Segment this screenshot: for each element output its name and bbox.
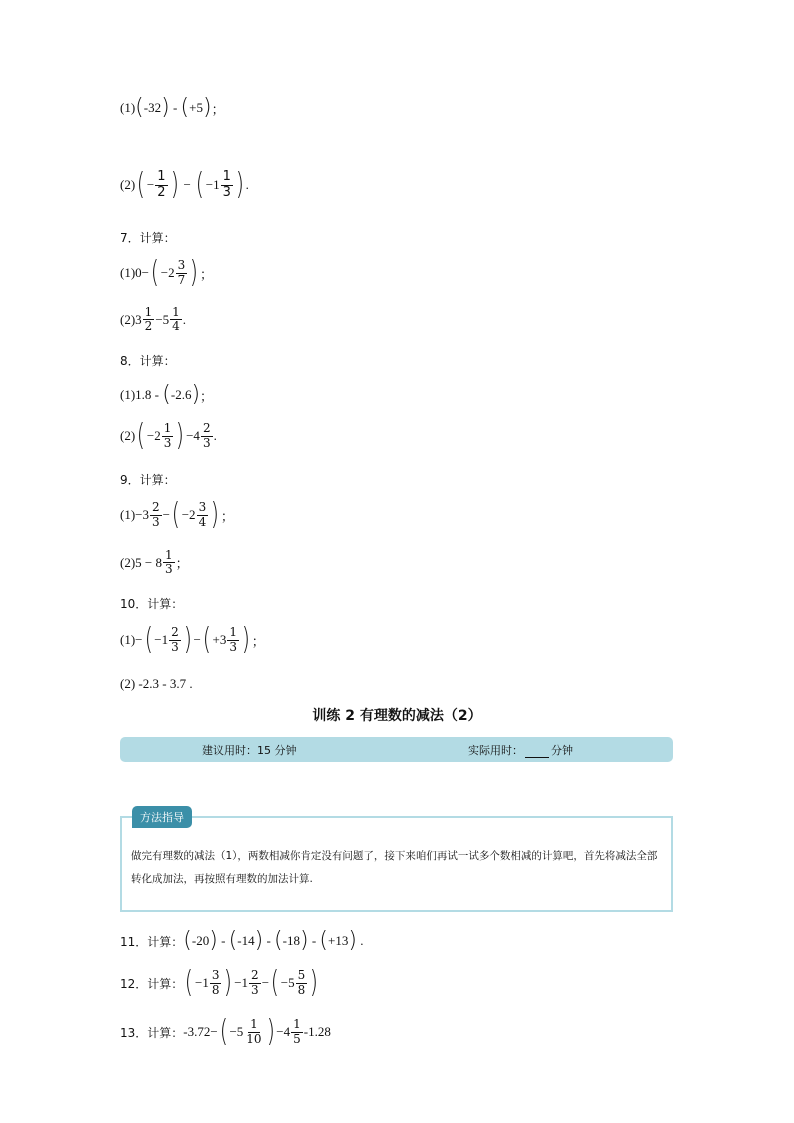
fraction: $\frac{3}{8}$ [211,968,220,997]
actual-time-blank [525,745,549,758]
fraction: $\frac{1}{10}$ [246,1017,262,1046]
problem-9-1: (1) −3 $\frac{2}{3}$ − ( −2 $\frac{3}{4}$ ) ； [120,497,234,532]
section-title: 训练 2 有理数的减法（2） [312,708,482,724]
fraction: $\frac{1}{3}$ [163,421,172,450]
problem-8-1: (1) 1.8 - ( -2.6 ) ； [120,382,214,407]
actual-time: 实际用时： 分钟 [468,744,573,757]
question-13: 13．计算： -3.72 − ( −5 $\frac{1}{10}$ ) −4 $\frac{1}{5}$ -1.28 [120,1014,331,1049]
fraction: $\frac{3}{4}$ [198,500,207,529]
problem-6-1: (1) ( -32 ) - ( +5 ) ； [120,95,225,120]
fraction: $\frac{2}{3}$ [171,625,179,654]
question-7-title: 7．计算： [120,231,176,245]
fraction: $\frac{1}{3}$ [165,548,173,577]
fraction: $\frac{2}{3}$ [251,968,259,997]
fraction: $\frac{1}{2}$ [144,305,153,334]
fraction: $\frac{2}{3}$ [202,421,211,450]
fraction: $\frac{2}{3}$ [152,500,160,529]
fraction: $\frac{3}{7}$ [177,258,186,287]
method-guide-text: 做完有理数的减法（1），两数相减你肯定没有问题了，接下来咱们再试一试多个数相减的计算吧，首先将减法全部转化成加法，再按照有理数的加法计算. [131,850,658,885]
problem-7-2: (2) 3 $\frac{1}{2}$ −5 $\frac{1}{4}$ . [120,305,187,334]
problem-10-1: (1) − ( −1 $\frac{2}{3}$ ) − ( +3 $\frac{1}{3}$ ) ； [120,622,265,657]
sub-label: (1) [120,100,136,115]
method-guide-tag: 方法指导 [132,806,192,828]
suggested-time: 建议用时：15 分钟 [202,744,297,757]
question-11: 11．计算： ( -20 ) - ( -14 ) - ( -18 ) - ( +13 ) . [120,928,364,953]
fraction: $\frac{1}{2}$ [157,169,166,200]
fraction: $\frac{1}{3}$ [222,169,231,200]
time-bar [120,737,673,762]
question-9-title: 9．计算： [120,473,176,487]
fraction: $\frac{1}{4}$ [172,305,180,334]
problem-7-1: (1) 0 − ( −2 $\frac{3}{7}$ ) ； [120,255,213,290]
question-12: 12．计算： ( −1 $\frac{3}{8}$ ) −1 $\frac{2}{3}$ − ( −5 $\frac{5}{8}$ ) [120,965,319,1000]
question-10-title: 10．计算： [120,597,184,611]
problem-6-2: (2) ( − $\frac{1}{2}$ ) − ( −1 $\frac{1}{3}$ ) . [120,167,249,202]
problem-10-2: (2) -2.3 - 3.7 . [120,676,193,691]
problem-9-2: (2) 5 − 8 $\frac{1}{3}$ ； [120,548,189,577]
question-8-title: 8．计算： [120,354,176,368]
fraction: $\frac{1}{5}$ [293,1017,301,1046]
fraction: $\frac{1}{3}$ [229,625,237,654]
problem-8-2: (2) ( −2 $\frac{1}{3}$ ) −4 $\frac{2}{3}$ . [120,418,217,453]
fraction: $\frac{5}{8}$ [297,968,306,997]
